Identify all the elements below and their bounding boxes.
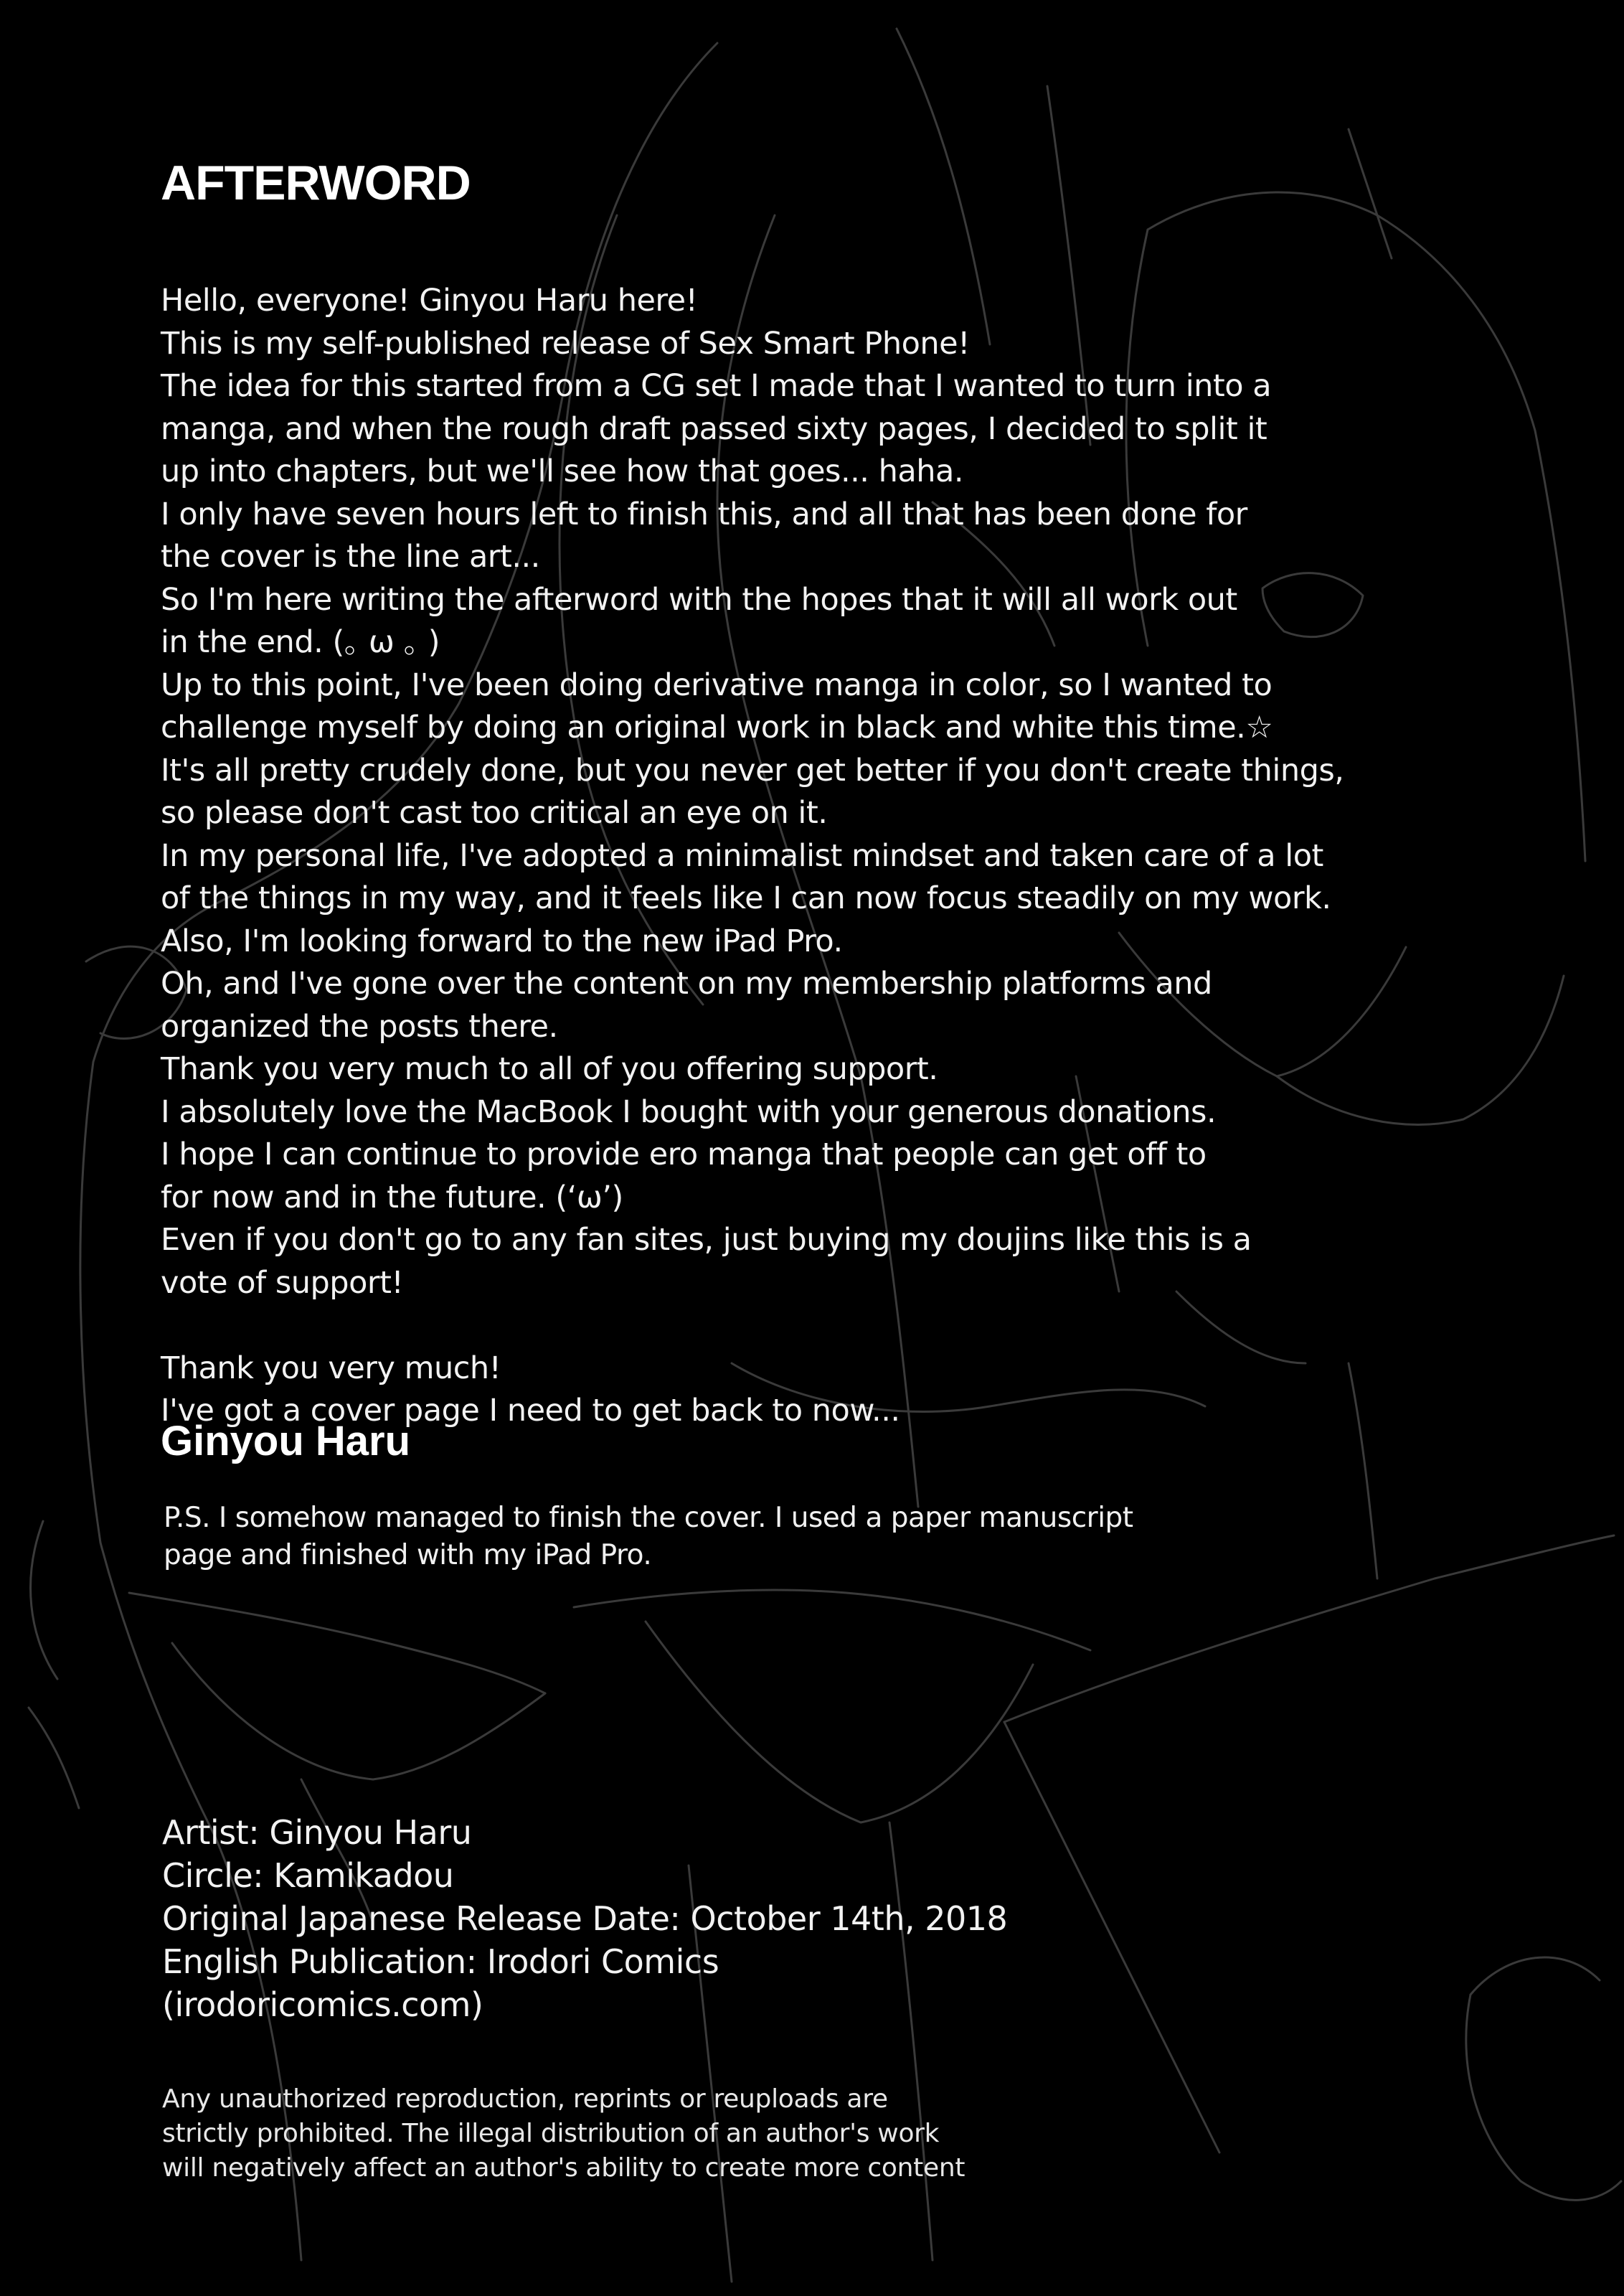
credit-release-date: Original Japanese Release Date: October 14th, 2018	[162, 1899, 1008, 1938]
body-line: Even if you don't go to any fan sites, just buying my doujins like this is a	[161, 1222, 1252, 1258]
body-line: challenge myself by doing an original work in black and white this time.☆	[161, 710, 1273, 745]
body-line: Up to this point, I've been doing derivative manga in color, so I wanted to	[161, 667, 1273, 703]
body-line: Oh, and I've gone over the content on my membership platforms and	[161, 966, 1212, 1002]
body-line: I hope I can continue to provide ero manga that people can get off to	[161, 1137, 1207, 1172]
body-line: so please don't cast too critical an eye on it.	[161, 795, 828, 831]
body-line: Hello, everyone! Ginyou Haru here!	[161, 283, 698, 319]
body-line: of the things in my way, and it feels like I can now focus steadily on my work.	[161, 880, 1331, 916]
body-line: in the end. (｡ ω ｡ )	[161, 624, 440, 660]
credit-publisher: English Publication: Irodori Comics	[162, 1942, 719, 1981]
postscript	[164, 1500, 1133, 1574]
body-line: vote of support!	[161, 1264, 404, 1301]
afterword-content	[161, 151, 1423, 1433]
body-line: I've got a cover page I need to get back to now...	[161, 1393, 900, 1429]
body-line: manga, and when the rough draft passed sixty pages, I decided to split it	[161, 410, 1267, 447]
body-line: So I'm here writing the afterword with the hopes that it will all work out	[161, 581, 1237, 618]
body-line: I only have seven hours left to finish this, and all that has been done for	[161, 496, 1247, 532]
body-line: the cover is the line art...	[161, 539, 540, 575]
credit-publisher-site: (irodoricomics.com)	[162, 1985, 483, 2024]
body-line: for now and in the future. (‘ω’)	[161, 1179, 623, 1215]
credit-circle: Circle: Kamikadou	[162, 1856, 454, 1895]
author-signature: Ginyou Haru	[161, 1418, 411, 1464]
body-line: In my personal life, I've adopted a minimalist mindset and taken care of a lot	[161, 837, 1323, 874]
body-line: Thank you very much!	[161, 1350, 501, 1386]
blank-line	[161, 1304, 1423, 1347]
afterword-body	[161, 280, 1423, 1433]
body-line: up into chapters, but we'll see how that goes... haha.	[161, 453, 963, 489]
body-line: organized the posts there.	[161, 1008, 558, 1045]
legal-notice	[162, 2082, 965, 2186]
body-line: The idea for this started from a CG set I made that I wanted to turn into a	[161, 368, 1272, 404]
legal-line: will negatively affect an author's ability to create more content	[162, 2153, 966, 2183]
body-line: It's all pretty crudely done, but you never get better if you don't create things,	[161, 752, 1344, 789]
legal-line: Any unauthorized reproduction, reprints or reuploads are	[162, 2084, 888, 2114]
page-title: AFTERWORD	[161, 156, 471, 210]
ps-line: P.S. I somehow managed to finish the cover. I used a paper manuscript	[164, 1502, 1133, 1534]
body-line: Thank you very much to all of you offering support.	[161, 1051, 938, 1087]
body-line: Also, I'm looking forward to the new iPad Pro.	[161, 923, 843, 959]
legal-line: strictly prohibited. The illegal distribution of an author's work	[162, 2119, 940, 2148]
credit-artist: Artist: Ginyou Haru	[162, 1813, 472, 1852]
credits-block	[162, 1811, 1007, 2026]
body-line: I absolutely love the MacBook I bought with your generous donations.	[161, 1093, 1217, 1130]
body-line: This is my self-published release of Sex Smart Phone!	[161, 325, 970, 362]
ps-line: page and finished with my iPad Pro.	[164, 1539, 652, 1571]
